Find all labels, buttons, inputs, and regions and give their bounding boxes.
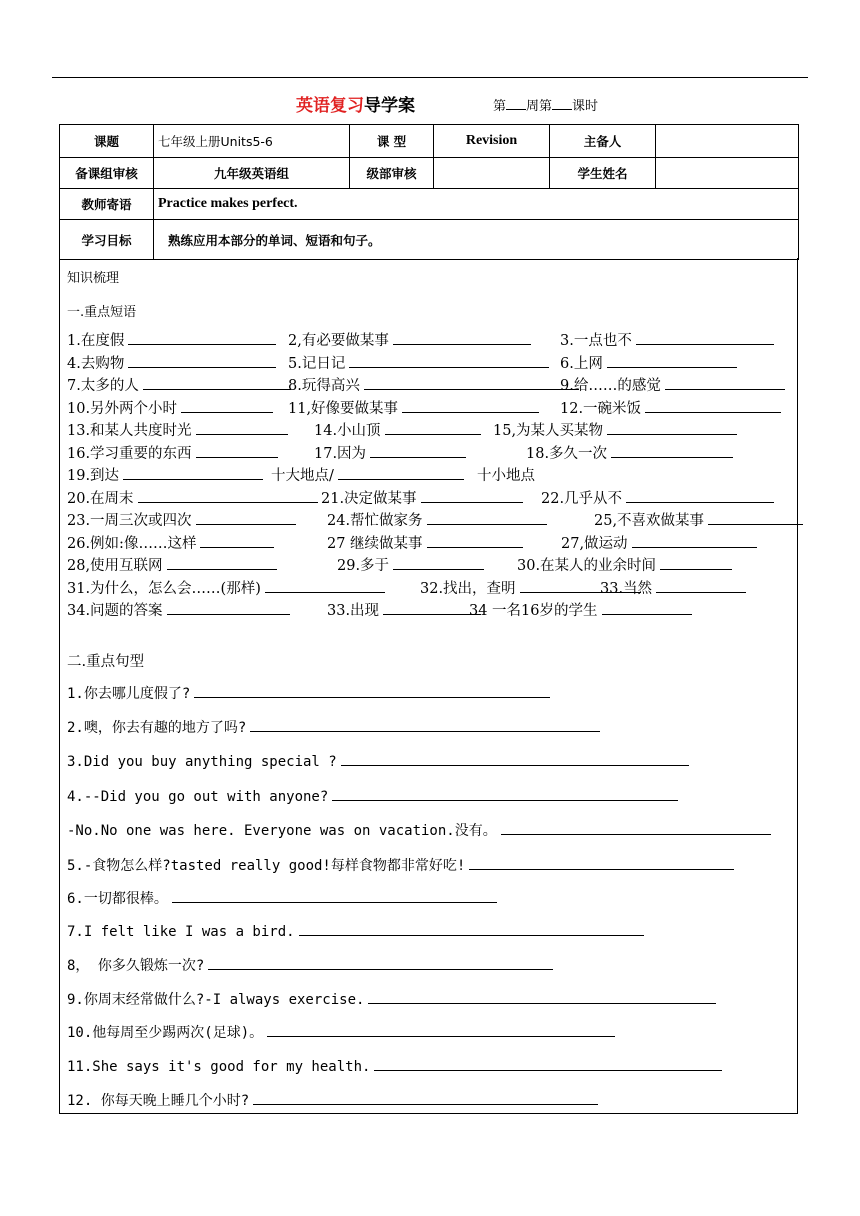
grade-review-label: 级部审核 xyxy=(350,158,434,189)
answer-blank[interactable] xyxy=(167,554,277,570)
student-name-value[interactable] xyxy=(656,158,799,189)
phrase-item xyxy=(67,464,263,485)
phrase-row xyxy=(67,374,792,394)
sentence-item xyxy=(67,921,644,940)
phrase-item xyxy=(288,329,531,350)
answer-blank[interactable] xyxy=(200,532,274,548)
phrase-label: 27 继续做某事 xyxy=(327,536,423,552)
phrase-label: 1.在度假 xyxy=(67,333,125,349)
phrase-item xyxy=(67,419,288,440)
phrase-label: 33.当然 xyxy=(600,581,653,597)
phrase-item xyxy=(67,599,290,620)
group-review-label: 备课组审核 xyxy=(60,158,154,189)
answer-blank[interactable] xyxy=(167,599,290,615)
phrase-label: 2,有必要做某事 xyxy=(288,333,389,349)
sentence-prompt: 2.噢，你去有趣的地方了吗? xyxy=(67,720,247,736)
answer-line[interactable] xyxy=(253,1090,598,1105)
phrase-item xyxy=(67,442,278,463)
sentence-item xyxy=(67,955,553,975)
phrase-item xyxy=(321,487,523,508)
phrase-row xyxy=(67,554,792,574)
answer-blank[interactable] xyxy=(402,397,539,413)
answer-blank[interactable] xyxy=(383,599,481,615)
phrase-label: 29.多于 xyxy=(337,558,390,574)
phrase-item xyxy=(67,487,318,508)
answer-blank[interactable] xyxy=(427,532,523,548)
sentence-prompt: -No.No one was here. Everyone was on vacation.没有。 xyxy=(67,823,497,839)
sentence-prompt: 6.一切都很棒。 xyxy=(67,891,168,907)
sentence-item xyxy=(67,855,734,875)
sentence-item xyxy=(67,751,689,770)
phrase-label: 9.给……的感觉 xyxy=(560,378,661,394)
sentence-prompt: 3.Did you buy anything special ? xyxy=(67,754,337,770)
phrase-item xyxy=(493,419,737,440)
answer-line[interactable] xyxy=(267,1022,615,1037)
phrase-row xyxy=(67,397,792,417)
phrase-label: 15,为某人买某物 xyxy=(493,423,604,439)
page-title xyxy=(296,91,415,116)
phrase-label: 34 一名16岁的学生 xyxy=(469,603,598,619)
phrase-row xyxy=(67,352,792,372)
phrase-item xyxy=(560,374,785,395)
phrase-item xyxy=(526,442,733,463)
answer-line[interactable] xyxy=(469,855,734,870)
phrase-item xyxy=(314,419,481,440)
phrase-row xyxy=(67,532,792,552)
answer-line[interactable] xyxy=(194,683,550,698)
sentence-prompt: 10.他每周至少踢两次(足球)。 xyxy=(67,1025,264,1041)
phrase-label: 10.另外两个小时 xyxy=(67,401,178,417)
phrase-item xyxy=(327,532,523,553)
answer-blank[interactable] xyxy=(427,509,547,525)
lesson-type-label: 课 型 xyxy=(350,125,434,158)
answer-blank[interactable] xyxy=(196,509,296,525)
phrase-label: 5.记日记 xyxy=(288,356,346,372)
answer-blank[interactable] xyxy=(708,509,803,525)
phrase-label: 8.玩得高兴 xyxy=(288,378,360,394)
phrase-item xyxy=(327,509,547,530)
phrase-label: 26.例如:像……这样 xyxy=(67,536,197,552)
phrase-label: 27,做运动 xyxy=(561,536,628,552)
answer-line[interactable] xyxy=(299,921,644,936)
period-mid: 周第 xyxy=(526,99,553,114)
period-prefix: 第 xyxy=(493,99,507,114)
sentence-item xyxy=(67,1022,615,1042)
answer-line[interactable] xyxy=(208,955,553,970)
phrase-label: 11,好像要做某事 xyxy=(288,401,399,417)
answer-blank[interactable] xyxy=(364,374,579,390)
title-black-part: 导学案 xyxy=(364,96,415,116)
answer-blank[interactable] xyxy=(196,442,278,458)
answer-blank[interactable] xyxy=(128,352,276,368)
answer-blank[interactable] xyxy=(656,577,746,593)
phrase-item xyxy=(337,554,484,575)
week-blank[interactable] xyxy=(506,97,526,110)
phrase-label: 20.在周末 xyxy=(67,491,134,507)
answer-blank[interactable] xyxy=(665,374,785,390)
phrase-row xyxy=(67,329,792,349)
phrase-item xyxy=(67,397,273,418)
answer-blank[interactable] xyxy=(645,397,781,413)
teacher-message-text: Practice makes perfect. xyxy=(154,189,799,220)
info-table xyxy=(59,124,799,260)
phrase-item xyxy=(469,599,692,620)
phrase-row xyxy=(67,509,792,529)
answer-blank[interactable] xyxy=(632,532,757,548)
sentence-item xyxy=(67,1056,722,1075)
phrase-label: 19.到达 xyxy=(67,468,120,484)
lesson-type-value: Revision xyxy=(434,125,550,158)
student-name-label: 学生姓名 xyxy=(550,158,656,189)
sentence-prompt: 9.你周末经常做什么?-I always exercise. xyxy=(67,992,365,1008)
phrase-label: 16.学习重要的东西 xyxy=(67,446,192,462)
phrase-label: 33.出现 xyxy=(327,603,380,619)
answer-blank[interactable] xyxy=(265,577,385,593)
phrase-label: 4.去购物 xyxy=(67,356,125,372)
phrase-label: 23.一周三次或四次 xyxy=(67,513,192,529)
phrase-label: 32.找出，查明 xyxy=(420,581,516,597)
phrase-row xyxy=(67,464,792,484)
answer-blank[interactable] xyxy=(349,352,549,368)
answer-blank[interactable] xyxy=(123,464,263,480)
phrase-label: 17.因为 xyxy=(314,446,367,462)
learning-goal-text: 熟练应用本部分的单词、短语和句子。 xyxy=(154,220,799,260)
sentence-item xyxy=(67,786,678,805)
phrase-label: 十大地点/ xyxy=(271,468,334,484)
phrase-item xyxy=(560,397,781,418)
phrase-item xyxy=(327,599,481,620)
group-review-value: 九年级英语组 xyxy=(154,158,350,189)
answer-blank[interactable] xyxy=(128,329,276,345)
phrase-item xyxy=(560,352,737,373)
phrase-label: 7.太多的人 xyxy=(67,378,139,394)
answer-blank[interactable] xyxy=(385,419,481,435)
phrase-label: 12.一碗米饭 xyxy=(560,401,642,417)
answer-blank[interactable] xyxy=(607,352,737,368)
phrase-item xyxy=(288,397,539,418)
sentence-prompt: 8， 你多久锻炼一次? xyxy=(67,958,205,974)
answer-blank[interactable] xyxy=(393,554,484,570)
header-rule xyxy=(52,77,808,78)
phrase-item xyxy=(67,532,274,553)
phrase-label: 3.一点也不 xyxy=(560,333,632,349)
phrase-row xyxy=(67,442,792,462)
answer-blank[interactable] xyxy=(196,419,288,435)
answer-blank[interactable] xyxy=(660,554,732,570)
phrase-item xyxy=(477,464,535,485)
phrase-item xyxy=(67,374,291,395)
sentence-prompt: 1.你去哪儿度假了? xyxy=(67,686,191,702)
phrase-item xyxy=(67,577,385,598)
preparer-value[interactable] xyxy=(656,125,799,158)
phrase-label: 34.问题的答案 xyxy=(67,603,163,619)
answer-line[interactable] xyxy=(172,888,497,903)
phrase-label: 6.上网 xyxy=(560,356,603,372)
teacher-message-label: 教师寄语 xyxy=(60,189,154,220)
sentence-prompt: 12. 你每天晚上睡几个小时? xyxy=(67,1093,250,1109)
title-red-part: 英语复习 xyxy=(296,96,364,116)
phrase-label: 13.和某人共度时光 xyxy=(67,423,192,439)
phrase-item xyxy=(600,577,746,598)
answer-blank[interactable] xyxy=(421,487,523,503)
phrase-item xyxy=(594,509,803,530)
sentence-item xyxy=(67,683,550,703)
answer-line[interactable] xyxy=(374,1056,722,1071)
topic-value: 七年级上册Units5-6 xyxy=(154,125,350,158)
phrase-item xyxy=(517,554,732,575)
phrase-label: 18.多久一次 xyxy=(526,446,608,462)
phrase-label: 21.决定做某事 xyxy=(321,491,417,507)
phrase-label: 30.在某人的业余时间 xyxy=(517,558,657,574)
lesson-blank[interactable] xyxy=(552,97,572,110)
sentence-prompt: 7.I felt like I was a bird. xyxy=(67,924,295,940)
phrase-label: 十小地点 xyxy=(477,468,535,484)
grade-review-value[interactable] xyxy=(434,158,550,189)
answer-line[interactable] xyxy=(341,751,689,766)
sentence-item xyxy=(67,820,771,840)
phrase-item xyxy=(288,352,549,373)
learning-goal-label: 学习目标 xyxy=(60,220,154,260)
phrase-item xyxy=(314,442,466,463)
answer-blank[interactable] xyxy=(143,374,291,390)
sentences-heading: 二.重点句型 xyxy=(67,654,145,670)
phrase-item xyxy=(288,374,579,395)
phrase-item xyxy=(67,329,276,350)
answer-blank[interactable] xyxy=(602,599,692,615)
answer-blank[interactable] xyxy=(338,464,464,480)
answer-blank[interactable] xyxy=(607,419,737,435)
sentence-prompt: 11.She says it's good for my health. xyxy=(67,1059,371,1075)
answer-line[interactable] xyxy=(368,989,716,1004)
phrase-label: 25,不喜欢做某事 xyxy=(594,513,705,529)
answer-blank[interactable] xyxy=(370,442,466,458)
phrase-item xyxy=(561,532,757,553)
answer-blank[interactable] xyxy=(611,442,733,458)
topic-label: 课题 xyxy=(60,125,154,158)
preparer-label: 主备人 xyxy=(550,125,656,158)
phrase-row xyxy=(67,577,792,597)
phrase-label: 31.为什么，怎么会……(那样) xyxy=(67,581,261,597)
phrase-item xyxy=(560,329,774,350)
period-suffix: 课时 xyxy=(572,99,599,114)
answer-line[interactable] xyxy=(501,820,771,835)
phrase-item xyxy=(271,464,464,485)
sentence-item xyxy=(67,888,497,908)
phrase-row xyxy=(67,599,792,619)
phrase-item xyxy=(67,554,277,575)
answer-blank[interactable] xyxy=(181,397,273,413)
period-line xyxy=(493,95,598,114)
phrase-label: 22.几乎从不 xyxy=(541,491,623,507)
phrase-label: 28,使用互联网 xyxy=(67,558,163,574)
answer-line[interactable] xyxy=(332,786,678,801)
phrase-item xyxy=(67,509,296,530)
phrase-label: 14.小山顶 xyxy=(314,423,381,439)
phrase-item xyxy=(67,352,276,373)
phrase-label: 24.帮忙做家务 xyxy=(327,513,423,529)
phrases-heading: 一.重点短语 xyxy=(67,305,137,320)
answer-blank[interactable] xyxy=(636,329,774,345)
answer-blank[interactable] xyxy=(393,329,531,345)
answer-blank[interactable] xyxy=(138,487,318,503)
phrase-item xyxy=(541,487,774,508)
answer-line[interactable] xyxy=(250,717,600,732)
phrase-row xyxy=(67,419,792,439)
sentence-prompt: 4.--Did you go out with anyone? xyxy=(67,789,329,805)
sentence-item xyxy=(67,717,600,737)
answer-blank[interactable] xyxy=(626,487,774,503)
sentence-item xyxy=(67,1090,598,1110)
sentence-item xyxy=(67,989,716,1009)
sentence-prompt: 5.-食物怎么样?tasted really good!每样食物都非常好吃! xyxy=(67,858,466,874)
knowledge-heading: 知识梳理 xyxy=(67,271,120,286)
phrase-row xyxy=(67,487,792,507)
